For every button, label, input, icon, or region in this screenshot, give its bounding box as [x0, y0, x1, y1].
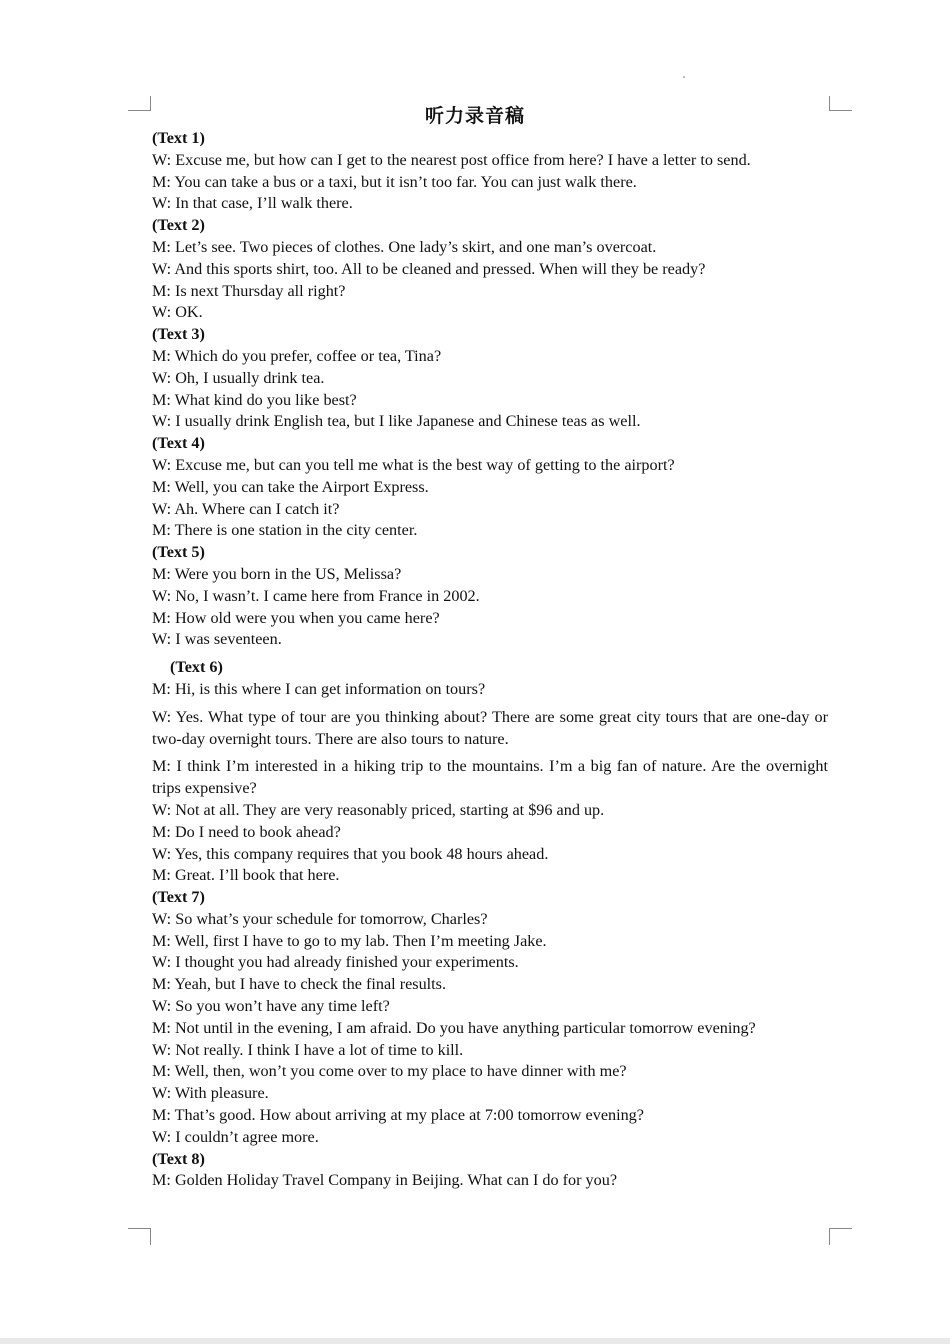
dialogue-line: W: And this sports shirt, too. All to be cleaned and pressed. When will they be ready?: [152, 259, 706, 278]
dialogue-line: W: OK.: [152, 303, 203, 322]
dialogue-heading: (Text 3): [152, 325, 205, 344]
dialogue-line: W: Yes, this company requires that you book 48 hours ahead.: [152, 844, 549, 863]
dialogue-line: W: No, I wasn’t. I came here from France in 2002.: [152, 586, 480, 605]
dialogue-line: W: Not at all. They are very reasonably priced, starting at $96 and up.: [152, 800, 605, 819]
dialogue-line: M: You can take a bus or a taxi, but it isn’t too far. You can just walk there.: [152, 172, 637, 191]
dialogue-heading: (Text 7): [152, 888, 205, 907]
dialogue-line: W: Ah. Where can I catch it?: [152, 499, 340, 518]
dialogue-line: W: So you won’t have any time left?: [152, 997, 390, 1016]
dialogue-line: W: Not really. I think I have a lot of time to kill.: [152, 1040, 464, 1059]
dialogue-line: M: Let’s see. Two pieces of clothes. One lady’s skirt, and one man’s overcoat.: [152, 237, 657, 256]
dialogue-heading: (Text 1): [152, 129, 205, 147]
transcript-body: [152, 128, 828, 1192]
page-bottom-edge: [0, 1338, 950, 1344]
dialogue-line: W: So what’s your schedule for tomorrow, Charles?: [152, 909, 488, 928]
dialogue-line: W: Yes. What type of tour are you thinking about? There are some great city tours that are one-day or two-day overnight tours. There are also tours to nature.: [152, 707, 828, 748]
dialogue-heading: (Text 2): [152, 216, 205, 235]
dialogue-heading: (Text 8): [152, 1149, 205, 1168]
dialogue-line: M: Were you born in the US, Melissa?: [152, 564, 402, 583]
dialogue-line: W: I was seventeen.: [152, 630, 282, 649]
dialogue-line: M: Which do you prefer, coffee or tea, Tina?: [152, 346, 442, 365]
dialogue-line: W: I thought you had already finished your experiments.: [152, 953, 519, 972]
crop-mark-bottom-left: [128, 1228, 151, 1245]
dialogue-line: W: In that case, I’ll walk there.: [152, 194, 353, 213]
dialogue-line: W: Oh, I usually drink tea.: [152, 368, 325, 387]
dialogue-line: W: Excuse me, but can you tell me what is the best way of getting to the airport?: [152, 455, 675, 474]
dialogue-line: M: Well, you can take the Airport Express.: [152, 477, 429, 496]
dialogue-line: M: Hi, is this where I can get information on tours?: [152, 679, 486, 698]
dialogue-line: M: I think I’m interested in a hiking trip to the mountains. I’m a big fan of nature. Are the overnight trips expensive?: [152, 757, 828, 798]
dialogue-line: W: With pleasure.: [152, 1084, 269, 1103]
scan-dot: [683, 76, 685, 78]
dialogue-line: M: That’s good. How about arriving at my place at 7:00 tomorrow evening?: [152, 1106, 644, 1125]
dialogue-line: M: There is one station in the city center.: [152, 521, 418, 540]
dialogue-line: W: I couldn’t agree more.: [152, 1127, 319, 1146]
dialogue-line: M: Yeah, but I have to check the final results.: [152, 975, 447, 994]
dialogue-line: M: Well, then, won’t you come over to my place to have dinner with me?: [152, 1062, 627, 1081]
dialogue-heading: (Text 4): [152, 434, 205, 453]
dialogue-heading: (Text 5): [152, 543, 205, 562]
crop-mark-bottom-right: [829, 1228, 852, 1245]
dialogue-line: M: Not until in the evening, I am afraid. Do you have anything particular tomorrow evening?: [152, 1018, 756, 1037]
dialogue-line: M: Great. I’ll book that here.: [152, 866, 340, 885]
dialogue-line: M: Golden Holiday Travel Company in Beijing. What can I do for you?: [152, 1171, 618, 1190]
dialogue-line: M: Is next Thursday all right?: [152, 281, 346, 300]
dialogue-line: M: Well, first I have to go to my lab. Then I’m meeting Jake.: [152, 931, 547, 950]
page-title: 听力录音稿: [424, 105, 525, 127]
dialogue-line: M: How old were you when you came here?: [152, 608, 440, 627]
dialogue-line: M: Do I need to book ahead?: [152, 822, 341, 841]
dialogue-line: W: I usually drink English tea, but I like Japanese and Chinese teas as well.: [152, 412, 641, 431]
dialogue-line: M: What kind do you like best?: [152, 390, 357, 409]
dialogue-heading: (Text 6): [170, 658, 223, 677]
dialogue-line: W: Excuse me, but how can I get to the nearest post office from here? I have a letter to send.: [152, 150, 751, 169]
